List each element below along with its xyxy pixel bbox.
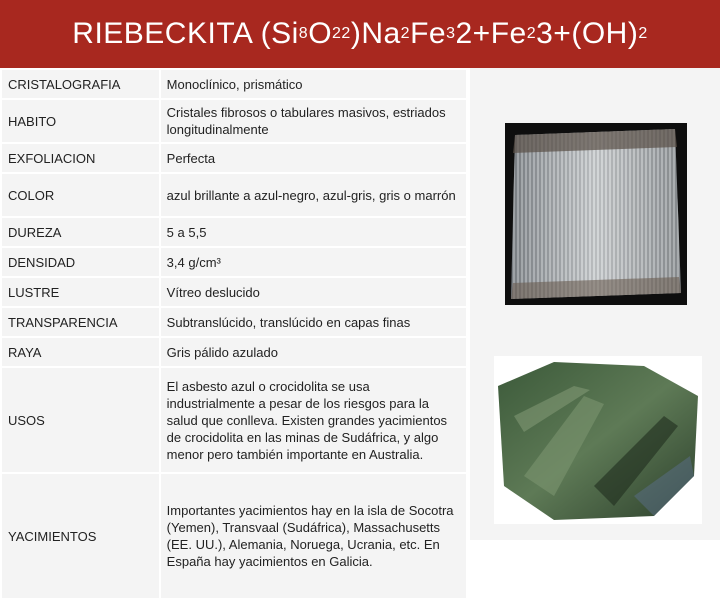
title-sub-fe2: 2 [526,25,537,42]
title-sub-fe: 3 [446,25,456,42]
table-row [1,69,467,99]
property-label: EXFOLIACION [1,143,160,173]
title-sub-oh: 2 [638,25,648,42]
table-row [1,277,467,307]
title-o: O [308,17,333,50]
table-row [1,143,467,173]
table-row [1,173,467,217]
property-label: YACIMIENTOS [1,473,160,599]
property-value: El asbesto azul o crocidolita se usa industrialmente a pesar de los riesgos para la salud que conlleva. Existen grandes yacimientos de crocidolita en las minas de Sudáfrica, y algo menor pero también importante en Australia. [160,367,467,473]
property-value: 3,4 g/cm³ [160,247,467,277]
title-prefix: RIEBECKITA (Si [72,17,299,50]
property-label: COLOR [1,173,160,217]
green-mineral-photo [494,356,702,524]
property-value: Perfecta [160,143,467,173]
property-value: Monoclínico, prismático [160,69,467,99]
table-row [1,367,467,473]
property-label: DENSIDAD [1,247,160,277]
properties-table [0,68,468,600]
property-label: HABITO [1,99,160,143]
fibrous-mineral-photo [505,123,687,305]
title-fe: Fe [410,17,447,50]
title-sub-o: 22 [332,25,351,42]
property-value: azul brillante a azul-negro, azul-gris, gris o marrón [160,173,467,217]
title-fe2: 2+Fe [455,17,527,50]
property-value: Cristales fibrosos o tabulares masivos, estriados longitudinalmente [160,99,467,143]
table-row [1,247,467,277]
page-title [0,0,720,68]
table-row [1,217,467,247]
property-label: CRISTALOGRAFIA [1,69,160,99]
property-label: TRANSPARENCIA [1,307,160,337]
property-label: USOS [1,367,160,473]
property-value: Vítreo deslucido [160,277,467,307]
property-label: LUSTRE [1,277,160,307]
title-sub-na: 2 [400,25,411,42]
property-label: DUREZA [1,217,160,247]
table-row [1,99,467,143]
table-row [1,307,467,337]
property-value: Importantes yacimientos hay en la isla de Socotra (Yemen), Transvaal (Sudáfrica), Massachusetts (EE. UU.), Alemania, Noruega, Ucrania, etc. En España hay yacimientos en Galicia. [160,473,467,599]
property-value: Gris pálido azulado [160,337,467,367]
property-label: RAYA [1,337,160,367]
table-row [1,337,467,367]
title-na: )Na [350,17,401,50]
title-sub-si: 8 [298,25,309,42]
table-row [1,473,467,599]
title-tail: 3+(OH) [536,17,639,50]
property-value: Subtranslúcido, translúcido en capas finas [160,307,467,337]
property-value: 5 a 5,5 [160,217,467,247]
